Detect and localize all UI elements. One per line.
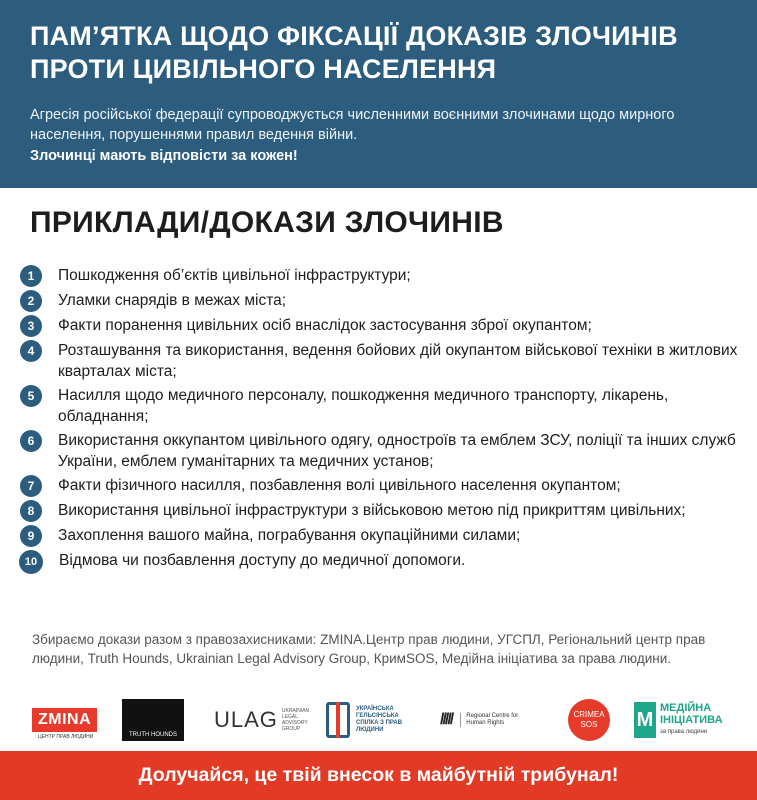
number-badge: 4	[20, 340, 42, 362]
list-item	[20, 315, 750, 337]
crimea-sos-logo	[568, 690, 610, 750]
list-item	[20, 500, 750, 522]
list-item	[20, 340, 750, 382]
ugspl-mark-icon	[326, 702, 350, 738]
bottom-banner	[0, 751, 757, 800]
list-item-text: Захоплення вашого майна, пограбування окупаційними силами;	[58, 527, 521, 544]
ugspl-logo	[326, 690, 404, 750]
bottom-banner-text: Долучайся, це твій внесок в майбутній трибунал!	[138, 764, 619, 786]
list-item-text: Факти фізичного насилля, позбавлення волі цивільного населення окупантом;	[58, 477, 621, 494]
list-item-text: Розташування та використання, ведення бойових дій окупантом військової техніки в житлових кварталах міста;	[58, 342, 738, 380]
zmina-logo-text: ZMINA	[32, 708, 97, 732]
media-initiative-line2: ІНІЦІАТИВА	[660, 714, 723, 726]
truth-hounds-logo-text: TRUTH HOUNDS	[122, 699, 184, 741]
number-badge: 1	[20, 265, 42, 287]
crimea-sos-top: CRIMEA	[573, 710, 605, 719]
list-item-text: Пошкодження об’єктів цивільної інфраструктури;	[58, 267, 411, 284]
number-badge: 3	[20, 315, 42, 337]
list-item	[20, 550, 750, 574]
number-badge: 2	[20, 290, 42, 312]
list-item-text: Насилля щодо медичного персоналу, пошкодження медичного транспорту, лікарень, обладнання;	[58, 387, 669, 425]
list-item-text: Уламки снарядів в межах міста;	[58, 292, 287, 309]
media-initiative-words	[660, 702, 723, 738]
ulag-logo	[214, 690, 322, 750]
header	[0, 0, 757, 188]
media-initiative-logo	[634, 690, 723, 750]
truth-hounds-logo	[122, 690, 184, 750]
media-initiative-mark-icon: M	[634, 702, 656, 738]
number-badge: 10	[19, 550, 43, 574]
ulag-logo-text: ULAG	[214, 707, 278, 732]
list-item-text: Використання оккупантом цивільного одягу, одностроїв та емблем ЗСУ, поліції та інших служб України, емблем гуманітарних та медичних установ;	[58, 432, 736, 470]
rchr-logo-text: Regional Centre for Human Rights	[460, 713, 526, 727]
call-text: Злочинці мають відповісти за кожен!	[30, 148, 298, 164]
crimea-sos-circle	[568, 699, 610, 741]
list-item-text: Відмова чи позбавлення доступу до медичної допомоги.	[59, 552, 466, 569]
evidence-list	[20, 265, 750, 577]
zmina-logo	[32, 690, 97, 750]
crimea-sos-bottom: SOS	[580, 720, 598, 729]
list-item-text: Використання цивільної інфраструктури з військовою метою під прикриттям цивільних;	[58, 502, 686, 519]
list-item	[20, 385, 750, 427]
intro-text: Агресія російської федерації супроводжується численними воєнними злочинами щодо мирного населення, порушеннями правил ведення війни.	[30, 107, 675, 143]
zmina-logo-subtitle: ЦЕНТР ПРАВ ЛЮДИНИ	[38, 734, 94, 740]
list-item-text: Факти поранення цивільних осіб внаслідок застосування зброї окупантом;	[58, 317, 592, 334]
page-title	[30, 20, 730, 86]
ulag-logo-subtitle: UKRAINIAN LEGAL ADVISORY GROUP	[281, 708, 310, 732]
number-badge: 9	[20, 525, 42, 547]
number-badge: 7	[20, 475, 42, 497]
rchr-logo	[440, 690, 526, 750]
list-item	[20, 430, 750, 472]
number-badge: 8	[20, 500, 42, 522]
title-line-2: ПРОТИ ЦИВІЛЬНОГО НАСЕЛЕННЯ	[30, 54, 497, 84]
title-line-1: ПАМ’ЯТКА ЩОДО ФІКСАЦІЇ ДОКАЗІВ ЗЛОЧИНІВ	[30, 21, 678, 51]
list-item	[20, 475, 750, 497]
ugspl-logo-text: УКРАЇНСЬКА ГЕЛЬСІНСЬКА СПІЛКА З ПРАВ ЛЮДИНИ	[356, 706, 403, 733]
number-badge: 5	[20, 385, 42, 407]
partners-text: Збираємо докази разом з правозахисниками: ZMINA.Центр прав людини, УГСПЛ, Регіональний центр прав людини, Truth Hounds, Ukrainian Legal Advisory Group, КримSOS, Медійна ініціатива за права людини.	[32, 632, 706, 666]
rchr-mark-icon: /////	[440, 711, 453, 728]
media-initiative-line1: МЕДІЙНА	[660, 702, 712, 714]
list-item	[20, 265, 750, 287]
media-initiative-subtitle: за права людини	[660, 729, 708, 735]
list-item	[20, 525, 750, 547]
list-item	[20, 290, 750, 312]
partner-logos	[0, 690, 757, 750]
section-title: ПРИКЛАДИ/ДОКАЗИ ЗЛОЧИНІВ	[30, 206, 504, 239]
number-badge: 6	[20, 430, 42, 452]
